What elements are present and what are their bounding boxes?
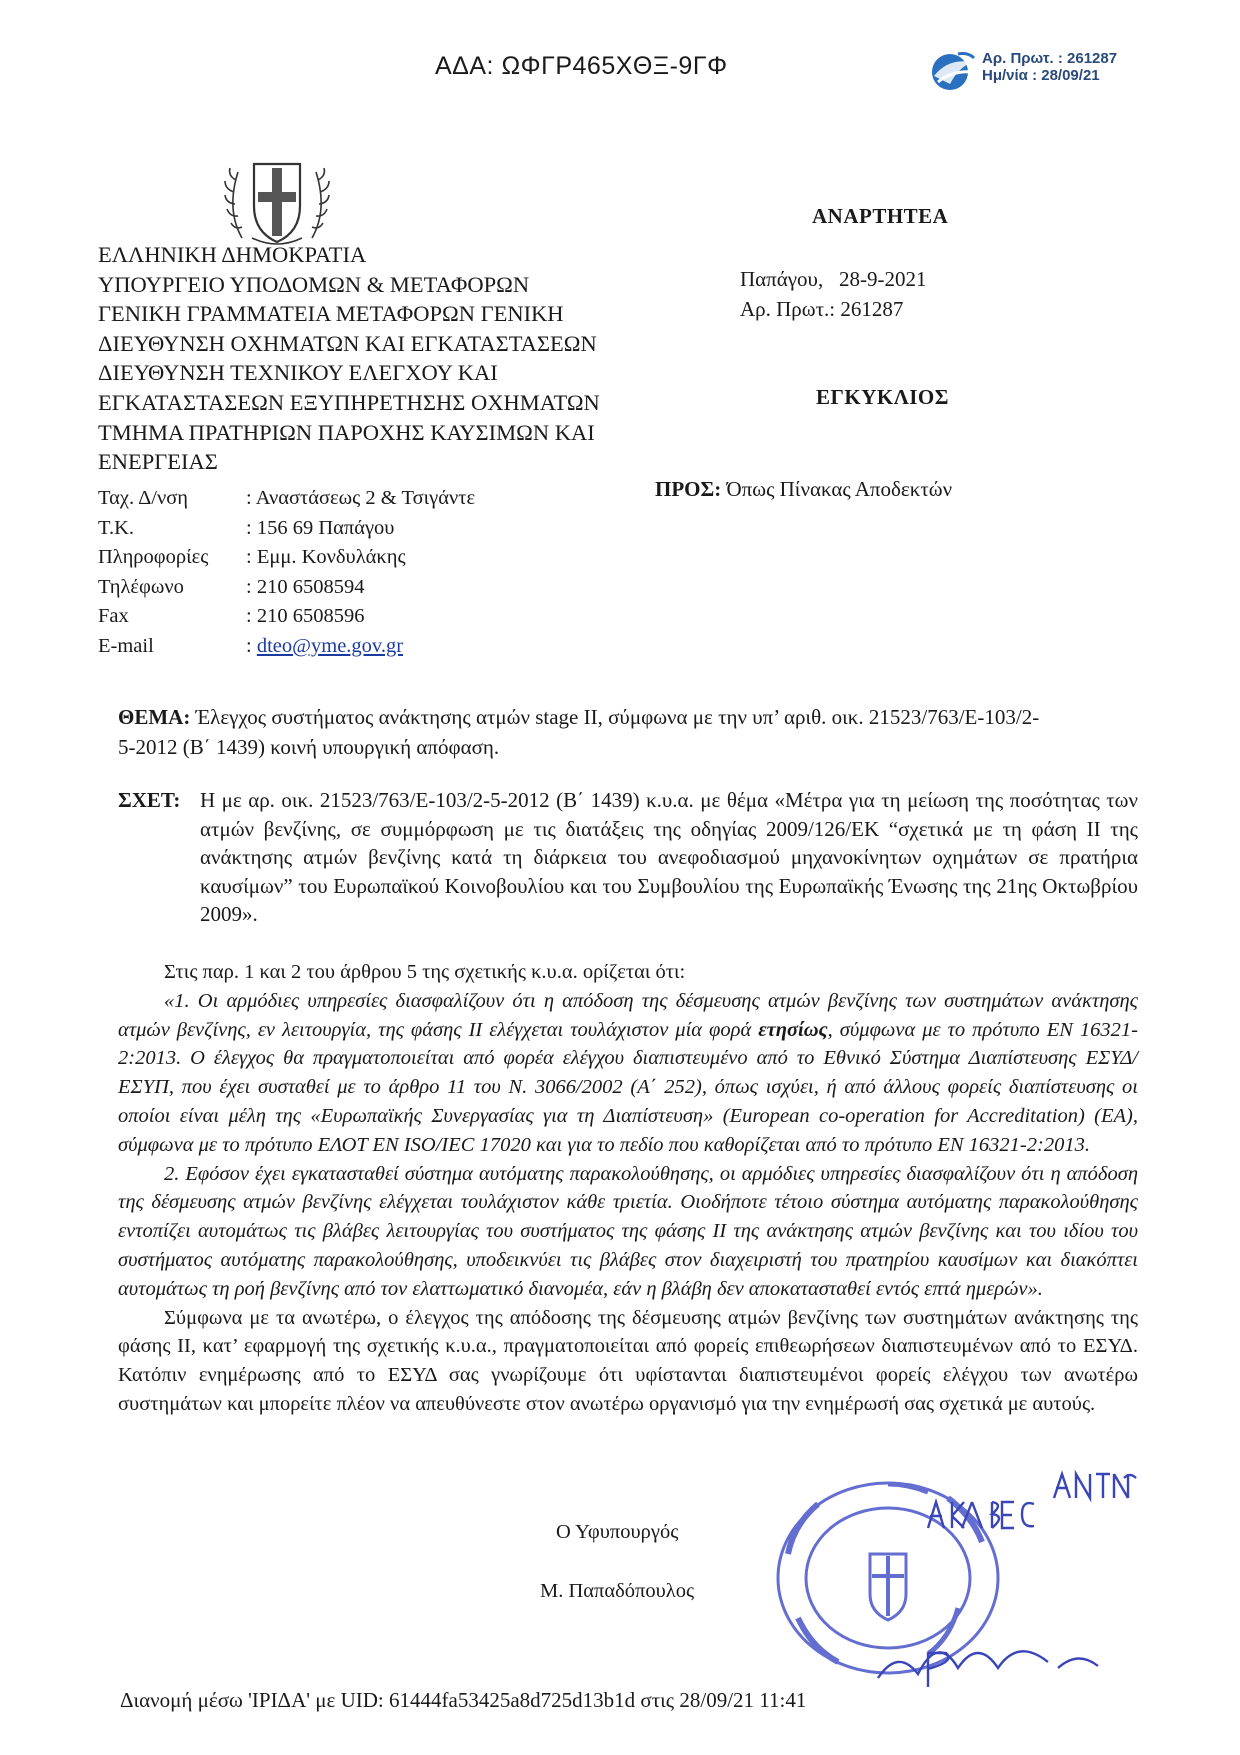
subject-text: Έλεγχος συστήματος ανάκτησης ατμών stage II, σύμφωνα με την υπ’ αριθ. οικ. 21523/763/Ε-103/2-: [195, 705, 1040, 729]
ministry-line: ΔΙΕΥΘΥΝΣΗ ΤΕΧΝΙΚΟΥ ΕΛΕΓΧΟΥ ΚΑΙ: [98, 360, 498, 386]
ministry-line: ΕΓΚΑΤΑΣΤΑΣΕΩΝ ΕΞΥΠΗΡΕΤΗΣΗΣ ΟΧΗΜΑΤΩΝ: [98, 389, 600, 415]
contact-row-email: [98, 632, 475, 662]
contact-value: : Εμμ. Κονδυλάκης: [246, 546, 406, 568]
protocol-label: Αρ. Πρωτ.:: [740, 297, 836, 321]
contact-label: Ταχ. Δ/νση: [98, 487, 188, 509]
distribution-footer: Διανομή μέσω 'ΙΡΙΔΑ' με UID: 61444fa53425a8d725d13b1d στις 28/09/21 11:41: [120, 1688, 807, 1712]
place-date-block: [740, 264, 926, 324]
certified-copy-stamp-icon: [758, 1458, 1158, 1708]
reference-label: ΣΧΕΤ:: [118, 788, 181, 812]
body-paragraph-2: 2. Εφόσον έχει εγκατασταθεί σύστημα αυτόματης παρακολούθησης, οι αρμόδιες υπηρεσίες διασφαλίζουν ότι η απόδοση της δέσμευσης ατμών βενζίνης ελέγχεται τουλάχιστον κάθε τριετία. Οιοδήποτε τέτοιο σύστημα αυτόματης παρακολούθησης εντοπίζει αυτομάτως τις βλάβες λειτουργίας του συστήματος της φάσης ΙΙ της ανάκτησης ατμών βενζίνης και του ιδίου του συστήματος αυτόματης παρακολούθησης, υποδεικνύει τις βλάβες στον διαχειριστή του πρατηρίου καυσίμων και διακόπτει αυτομάτως τη ροή βενζίνης από τον ελαττωματικό διανομέα, εάν η βλάβη δεν αποκατασταθεί εντός επτά ημερών».: [118, 1162, 1138, 1300]
p1-emphasis: ετησίως: [758, 1018, 828, 1041]
contact-value: : Αναστάσεως 2 & Τσιγάντε: [246, 487, 476, 509]
circular-label: ΕΓΚΥΚΛΙΟΣ: [816, 385, 949, 409]
contact-label: E-mail: [98, 634, 154, 657]
subject-line: [118, 702, 1138, 732]
protocol-line: [740, 294, 926, 324]
contact-value: : 156 69 Παπάγου: [246, 516, 395, 539]
contact-row-info: [98, 543, 475, 573]
protocol-number: Αρ. Πρωτ. : 261287: [982, 50, 1118, 67]
contact-value: : 210 6508594: [246, 575, 365, 598]
reference-block: [118, 786, 1138, 929]
contact-value: : 210 6508596: [246, 605, 365, 627]
document-body: [118, 958, 1138, 1419]
subject-block: [118, 702, 1138, 762]
subject-line-2: 5-2012 (Β΄ 1439) κοινή υπουργική απόφαση.: [118, 735, 500, 759]
body-paragraph-1: [118, 987, 1138, 1160]
contact-row-postcode: [98, 514, 475, 544]
subject-label: ΘΕΜΑ:: [118, 705, 191, 729]
document-date: 28-9-2021: [838, 267, 927, 291]
place: Παπάγου,: [740, 267, 824, 291]
iris-logo-icon: [928, 48, 978, 92]
email-link[interactable]: dteo@yme.gov.gr: [256, 634, 404, 657]
contact-label: Πληροφορίες: [98, 546, 209, 568]
ministry-line: ΔΙΕΥΘΥΝΣΗ ΟΧΗΜΑΤΩΝ ΚΑΙ ΕΓΚΑΤΑΣΤΑΣΕΩΝ: [98, 330, 597, 356]
signatory-title: Ο Υφυπουργός: [556, 1521, 679, 1543]
contact-row-fax: [98, 602, 475, 632]
protocol-stamp: [982, 50, 1117, 84]
protocol-date: Ημ/νία : 28/09/21: [982, 67, 1100, 84]
body-paragraph-3: Σύμφωνα με τα ανωτέρω, ο έλεγχος της απόδοσης της δέσμευσης ατμών βενζίνης των συστημάτων ανάκτησης της φάσης ΙΙ, κατ’ εφαρμογή της σχετικής κ.υ.α., πραγματοποιείται από φορείς επιθεωρήσεων διαπιστευμένων από το ΕΣΥΔ. Κατόπιν ενημέρωσης από το ΕΣΥΔ σας γνωρίζουμε ότι υφίστανται διαπιστευμένοι φορείς ελέγχου των ανωτέρω συστημάτων και μπορείτε πλέον να απευθύνεστε στον ανωτέρω οργανισμό για την ενημέρωσή σας σχετικά με αυτούς.: [118, 1306, 1138, 1415]
contact-label: Τ.Κ.: [98, 516, 135, 539]
contact-row-phone: [98, 573, 475, 603]
contact-label: Fax: [98, 605, 129, 627]
reference-text: Η με αρ. οικ. 21523/763/Ε-103/2-5-2012 (Β΄ 1439) κ.υ.α. με θέμα «Μέτρα για τη μείωση της ποσότητας των ατμών βενζίνης, σε συμμόρφωση με τις διατάξεις της οδηγίας 2009/126/ΕΚ “σχετικά με τη φάση ΙΙ της ανάκτησης ατμών βενζίνης κατά τη διάρκεια του ανεφοδιασμού μηχανοκίνητων οχημάτων σε πρατήρια καυσίμων” του Ευρωπαϊκού Κοινοβουλίου και του Συμβουλίου της Ευρωπαϊκής Ένωσης της 21ης Οκτωβρίου 2009».: [200, 788, 1138, 926]
ministry-line: ΤΜΗΜΑ ΠΡΑΤΗΡΙΩΝ ΠΑΡΟΧΗΣ ΚΑΥΣΙΜΩΝ ΚΑΙ: [98, 419, 595, 445]
recipients-value: Όπως Πίνακας Αποδεκτών: [726, 477, 953, 501]
ministry-line: ΕΝΕΡΓΕΙΑΣ: [98, 449, 218, 475]
contact-details: [98, 484, 475, 661]
place-date-line: [740, 264, 926, 294]
signatory-name: Μ. Παπαδόπουλος: [540, 1580, 695, 1602]
postable-label: ΑΝΑΡΤΗΤΕΑ: [812, 204, 949, 228]
ministry-line: ΕΛΛΗΝΙΚΗ ΔΗΜΟΚΡΑΤΙΑ: [98, 242, 367, 267]
ada-code: ΑΔΑ: ΩΦΓΡ465ΧΘΞ-9ΓΦ: [435, 52, 728, 80]
recipients-line: [655, 477, 952, 502]
ministry-line: ΓΕΝΙΚΗ ΓΡΑΜΜΑΤΕΙΑ ΜΕΤΑΦΟΡΩΝ ΓΕΝΙΚΗ: [98, 301, 564, 327]
recipients-label: ΠΡΟΣ:: [655, 477, 722, 501]
p1-text-before: «1. Οι αρμόδιες υπηρεσίες διασφαλίζουν ότι η απόδοση της δέσμευσης ατμών βενζίνης των συστημάτων ανάκτησης ατμών βενζίνης, εν λειτουργία, της φάσης ΙΙ ελέγχεται τουλάχιστον μία φορά: [118, 989, 1138, 1041]
ministry-line: ΥΠΟΥΡΓΕΙΟ ΥΠΟΔΟΜΩΝ & ΜΕΤΑΦΟΡΩΝ: [98, 271, 530, 297]
contact-value: [246, 632, 403, 662]
protocol-value: 261287: [840, 297, 904, 321]
p1-text-after: , σύμφωνα με το πρότυπο ΕΝ 16321-2:2013. Ο έλεγχος θα πραγματοποιείται από φορέα ελέγχου διαπιστευμένο από το Εθνικό Σύστημα Διαπίστευσης ΕΣΥΔ/ΕΣΥΠ, που έχει συσταθεί με το άρθρο 11 του Ν. 3066/2002 (Α΄ 252), όπως ισχύει, ή από άλλους φορείς διαπίστευσης οι οποίοι είναι μέλη της «Ευρωπαϊκής Συνεργασίας για τη Διαπίστευση» (European co-operation for Accreditation) (EA), σύμφωνα με το πρότυπο ΕΛΟΤ ΕΝ ISO/IEC 17020 και για το πεδίο που καθορίζεται από το πρότυπο ΕΝ 16321-2:2013.: [118, 1018, 1138, 1156]
ministry-block: [98, 240, 678, 477]
contact-label: Τηλέφωνο: [98, 575, 184, 598]
hellenic-emblem-icon: [222, 150, 332, 250]
contact-row-address: [98, 484, 475, 514]
body-intro: Στις παρ. 1 και 2 του άρθρου 5 της σχετικής κ.υ.α. ορίζεται ότι:: [164, 961, 686, 983]
email-prefix: :: [246, 634, 252, 657]
